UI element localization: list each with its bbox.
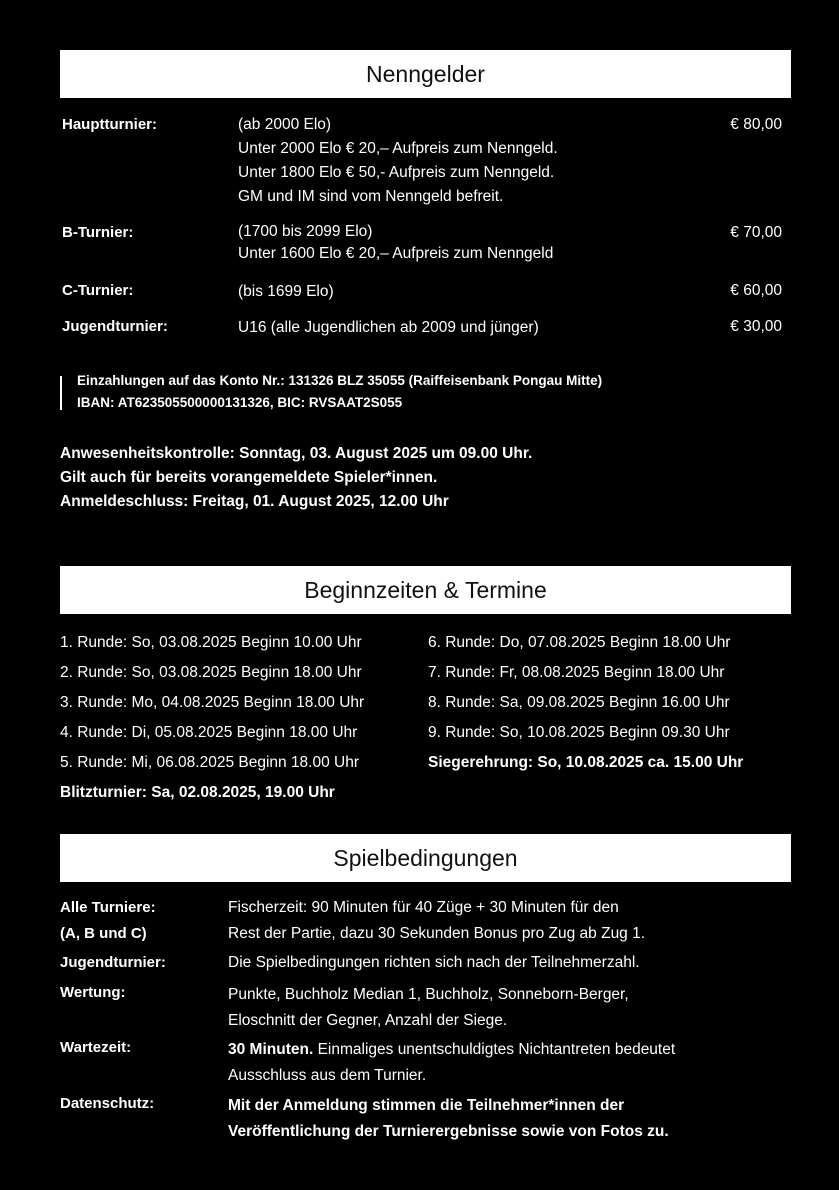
wartezeit-rest: Einmaliges unentschuldigtes Nichtantreten bedeutet [313,1041,676,1058]
text-line: Ausschluss aus dem Turnier. [228,1067,427,1084]
text-wertung [228,982,629,1034]
label-b-turnier: B-Turnier: [62,224,134,241]
round-9: 9. Runde: So, 10.08.2025 Beginn 09.30 Uhr [428,724,730,741]
notice-block [60,442,532,514]
text-line: Eloschnitt der Gegner, Anzahl der Siege. [228,1012,508,1029]
label-line: Alle Turniere: [60,899,156,916]
desc-c-turnier: (bis 1699 Elo) [238,283,334,300]
wartezeit-bold: 30 Minuten. [228,1041,314,1058]
round-7: 7. Runde: Fr, 08.08.2025 Beginn 18.00 Uhr [428,664,725,681]
section-title-spielbedingungen: Spielbedingungen [60,834,791,882]
label-line: (A, B und C) [60,925,147,942]
round-1: 1. Runde: So, 03.08.2025 Beginn 10.00 Uhr [60,634,362,651]
price-hauptturnier: € 80,00 [730,116,782,133]
round-3: 3. Runde: Mo, 04.08.2025 Beginn 18.00 Uhr [60,694,365,711]
blitzturnier: Blitzturnier: Sa, 02.08.2025, 19.00 Uhr [60,784,335,801]
notice-anwesenheit: Anwesenheitskontrolle: Sonntag, 03. August 2025 um 09.00 Uhr. [60,445,533,462]
text-line: Fischerzeit: 90 Minuten für 40 Züge + 30 Minuten für den [228,899,619,916]
notice-anmeldeschluss: Anmeldeschluss: Freitag, 01. August 2025, 12.00 Uhr [60,493,449,510]
label-c-turnier: C-Turnier: [62,282,134,299]
siegerehrung: Siegerehrung: So, 10.08.2025 ca. 15.00 Uhr [428,754,744,771]
round-6: 6. Runde: Do, 07.08.2025 Beginn 18.00 Uhr [428,634,731,651]
price-b-turnier: € 70,00 [730,224,782,241]
rounds-left [60,628,364,778]
label-wertung: Wertung: [60,984,126,1001]
desc-jugendturnier: U16 (alle Jugendlichen ab 2009 und jünger) [238,319,539,336]
desc-line: Unter 1600 Elo € 20,– Aufpreis zum Nenngeld [238,245,554,262]
text-line: Mit der Anmeldung stimmen die Teilnehmer*innen der [228,1097,625,1114]
notice-gilt: Gilt auch für bereits vorangemeldete Spieler*innen. [60,469,438,486]
section-title-nenngelder: Nenngelder [60,50,791,98]
bank-iban: IBAN: AT623505500000131326, BIC: RVSAAT2S055 [77,395,403,410]
section-title-termine: Beginnzeiten & Termine [60,566,791,614]
bank-info [77,370,602,414]
label-wartezeit: Wartezeit: [60,1039,132,1056]
label-datenschutz: Datenschutz: [60,1095,155,1112]
text-alle-turniere [228,895,645,947]
rounds-right [428,628,743,778]
label-alle-turniere [60,895,156,947]
round-4: 4. Runde: Di, 05.08.2025 Beginn 18.00 Uhr [60,724,358,741]
text-line: Veröffentlichung der Turnierergebnisse sowie von Fotos zu. [228,1123,669,1140]
text-wartezeit [228,1037,675,1089]
desc-line: (ab 2000 Elo) [238,116,332,133]
text-datenschutz [228,1093,669,1145]
text-line: Punkte, Buchholz Median 1, Buchholz, Sonneborn-Berger, [228,986,629,1003]
price-c-turnier: € 60,00 [730,282,782,299]
text-line [228,1037,675,1063]
label-jugendturnier: Jugendturnier: [62,318,168,335]
desc-line: (1700 bis 2099 Elo) [238,223,373,240]
round-8: 8. Runde: Sa, 09.08.2025 Beginn 16.00 Uhr [428,694,730,711]
desc-b-turnier [238,221,553,265]
round-2: 2. Runde: So, 03.08.2025 Beginn 18.00 Uhr [60,664,362,681]
desc-line: Unter 1800 Elo € 50,- Aufpreis zum Nenngeld. [238,164,555,181]
bank-account: Einzahlungen auf das Konto Nr.: 131326 BLZ 35055 (Raiffeisenbank Pongau Mitte) [77,373,603,388]
label-hauptturnier: Hauptturnier: [62,116,157,133]
text-line: Rest der Partie, dazu 30 Sekunden Bonus pro Zug ab Zug 1. [228,925,646,942]
desc-hauptturnier [238,113,558,209]
round-5: 5. Runde: Mi, 06.08.2025 Beginn 18.00 Uhr [60,754,360,771]
desc-line: Unter 2000 Elo € 20,– Aufpreis zum Nenngeld. [238,140,558,157]
bank-info-bar [60,376,62,410]
price-jugendturnier: € 30,00 [730,318,782,335]
label-jugendturnier-spiel: Jugendturnier: [60,954,166,971]
desc-line: GM und IM sind vom Nenngeld befreit. [238,188,504,205]
text-jugendturnier: Die Spielbedingungen richten sich nach der Teilnehmerzahl. [228,954,640,971]
